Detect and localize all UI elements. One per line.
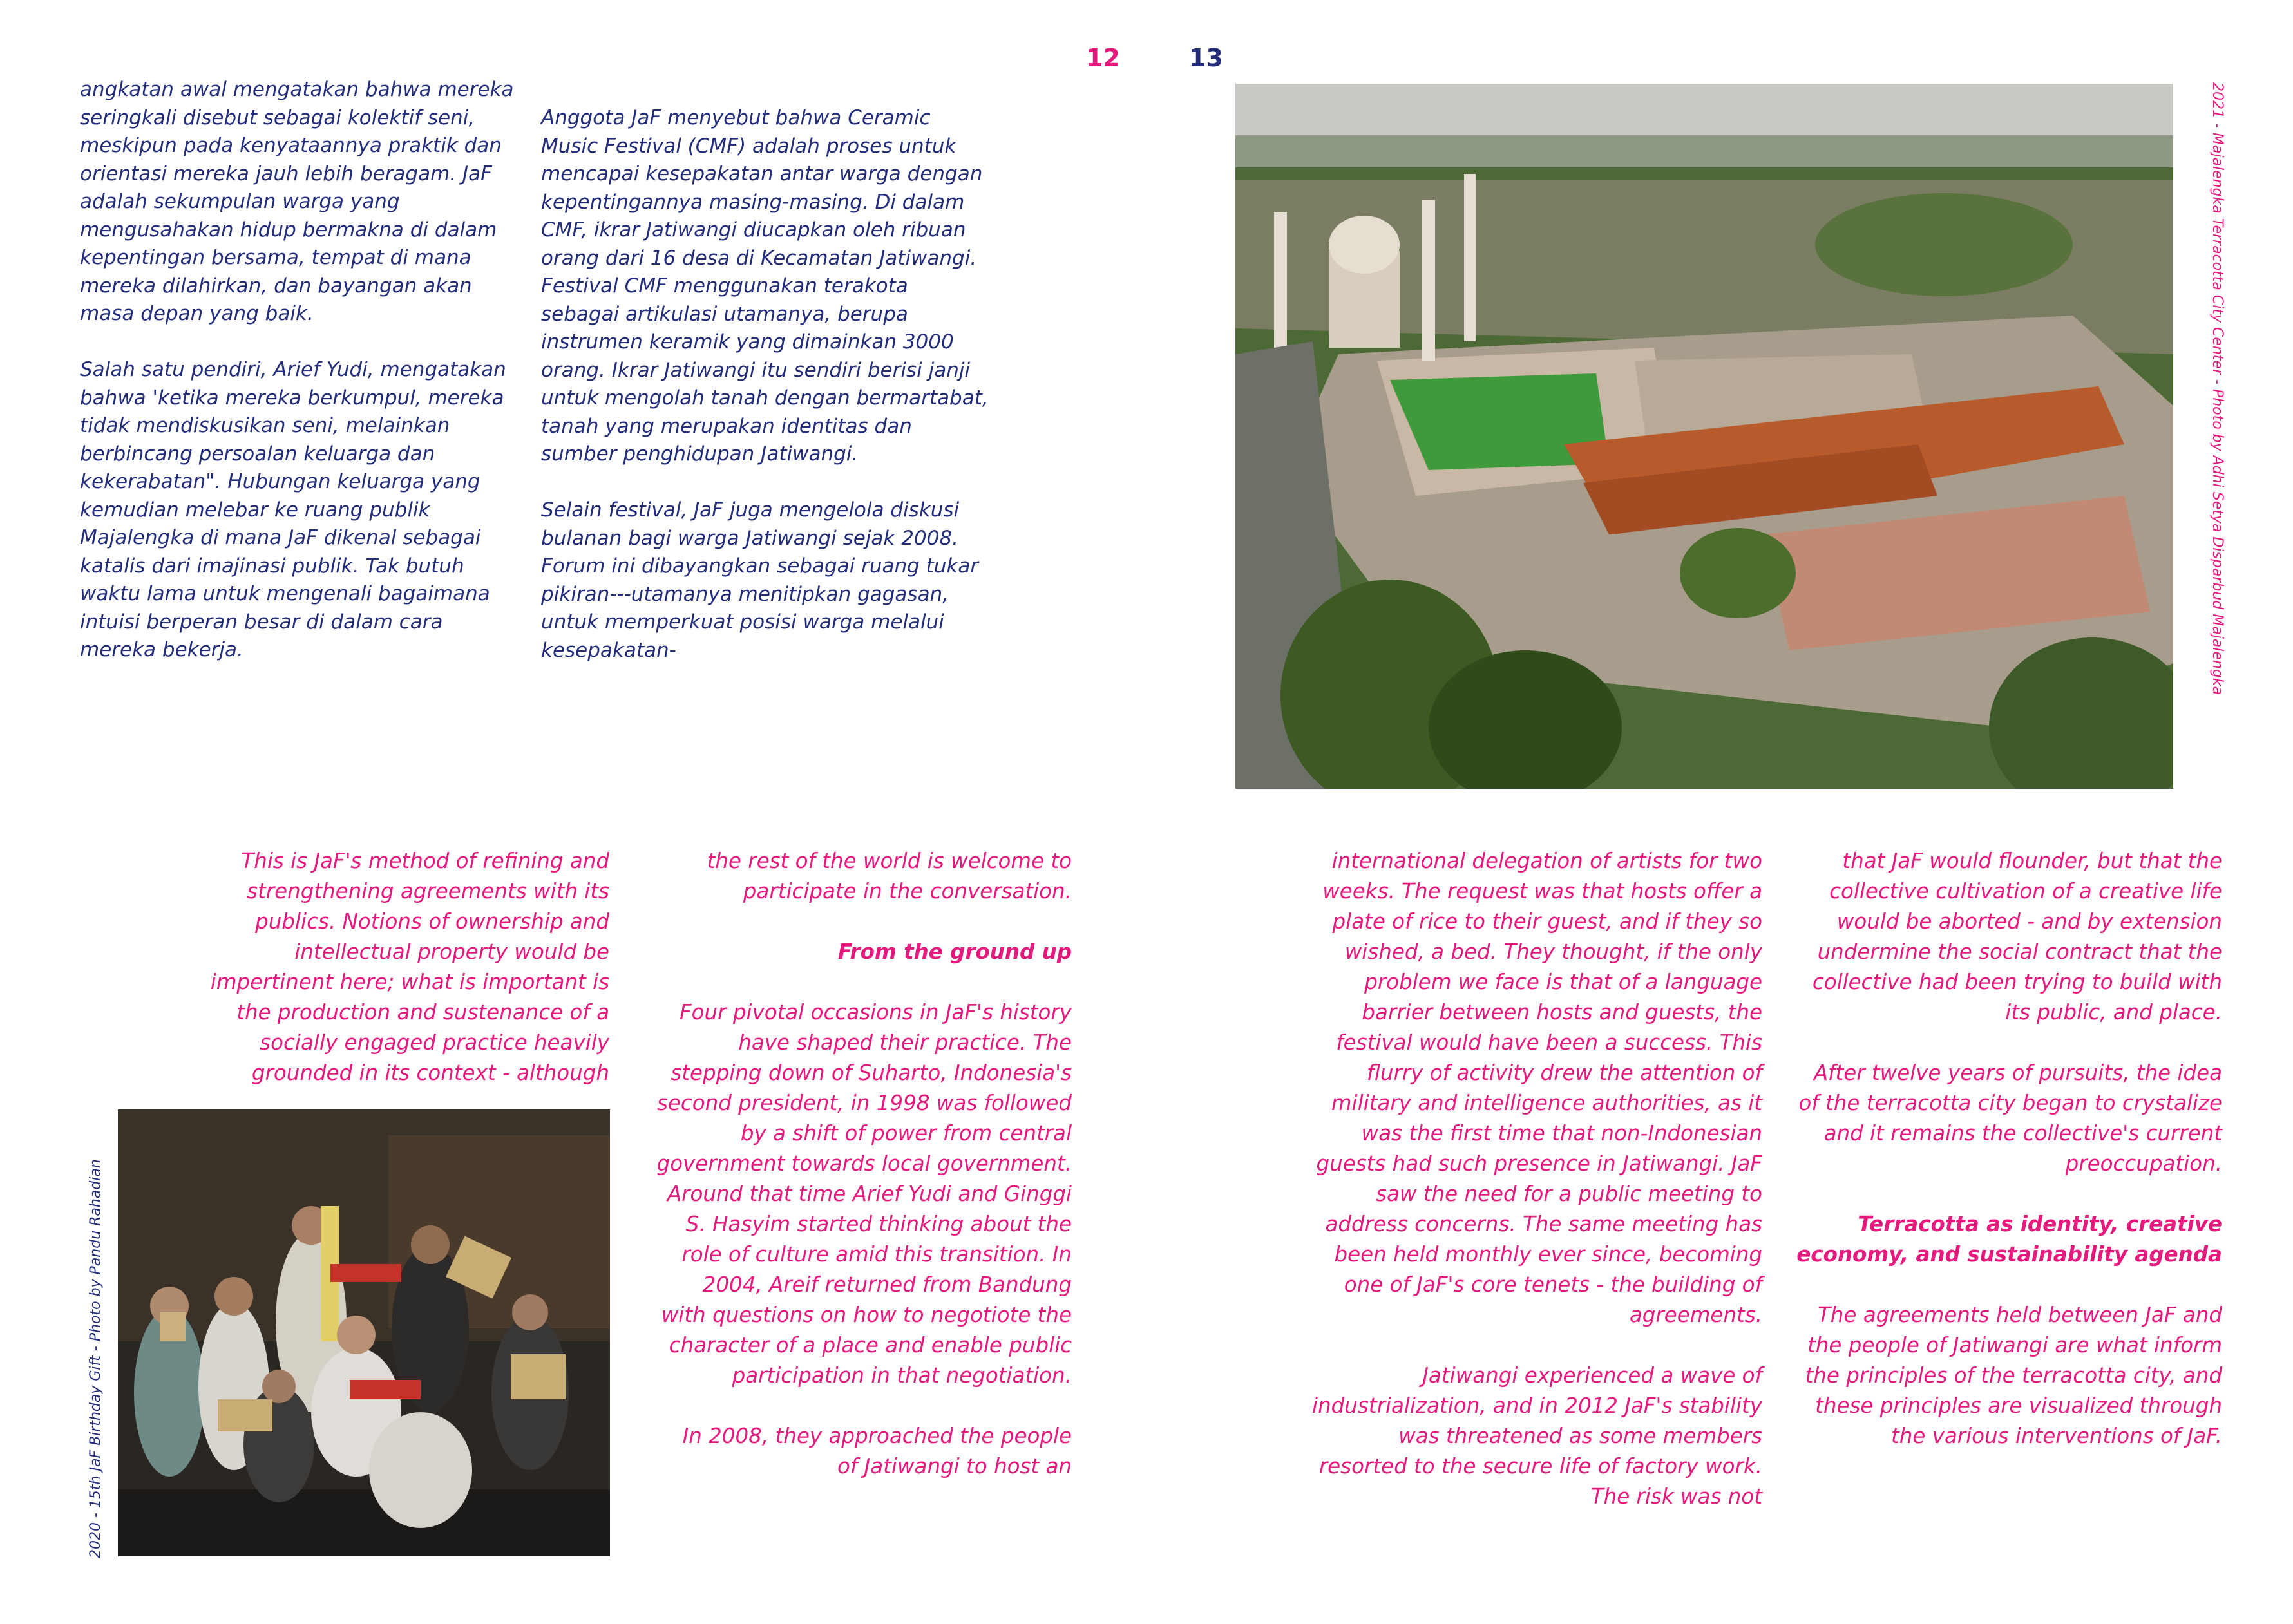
section-heading: From the ground up xyxy=(837,939,1072,964)
paragraph: Jatiwangi experienced a wave of industrialization, and in 2012 JaF's stability was threatened as some members resorted to the secure life of factory work. The risk was not xyxy=(1312,1363,1762,1509)
indonesian-column-2 xyxy=(541,104,992,665)
paragraph: This is JaF's method of refining and strengthening agreements with its publics. Notions of ownership and intellectual property would be impertinent here; what is important is the production and sustenance of a socially engaged practice heavily grounded in its context - although xyxy=(210,849,609,1085)
page-number-left: 12 xyxy=(1086,44,1120,72)
paragraph: international delegation of artists for two weeks. The request was that hosts offer a plate of rice to their guest, and if they so wished, a bed. They thought, if the only problem we face is that of a language barrier between hosts and guests, the festival would have been a success. This flurry of activity drew the attention of military and intelligence authorities, as it was the first time that non-Indonesian guests had such presence in Jatiwangi. JaF saw the need for a public meeting to address concerns. The same meeting has been held monthly ever since, becoming one of JaF's core tenets - the building of agreements. xyxy=(1316,849,1762,1327)
paragraph: the rest of the world is welcome to participate in the conversation. xyxy=(707,849,1072,903)
section-heading: Terracotta as identity, creative economy, and sustainability agenda xyxy=(1796,1212,2222,1267)
indonesian-column-1 xyxy=(80,76,524,665)
english-column-3 xyxy=(1308,846,1762,1512)
paragraph: Selain festival, JaF juga mengelola diskusi bulanan bagi warga Jatiwangi sejak 2008. Forum ini dibayangkan sebagai ruang tukar pikiran---utamanya menitipkan gagasan, untuk memperkuat posisi warga melalui kesepakatan- xyxy=(541,498,979,662)
english-column-1 xyxy=(174,846,609,1088)
paragraph: Anggota JaF menyebut bahwa Ceramic Music Festival (CMF) adalah proses untuk mencapai kesepakatan antar warga dengan kepentingannya masing-masing. Di dalam CMF, ikrar Jatiwangi diucapkan oleh ribuan orang dari 16 desa di Kecamatan Jatiwangi. Festival CMF menggunakan terakota sebagai artikulasi utamanya, berupa instrumen keramik yang dimainkan 3000 orang. Ikrar Jatiwangi itu sendiri berisi janji untuk mengolah tanah dengan bermartabat, tanah yang merupakan identitas dan sumber penghidupan Jatiwangi. xyxy=(541,106,989,466)
aerial-photo-terracotta-city-center xyxy=(1235,84,2173,789)
photo-caption-left: 2020 - 15th JaF Birthday Gift - Photo by Pandu Rahadian xyxy=(88,1159,104,1558)
paragraph: The agreements held between JaF and the people of Jatiwangi are what inform the principles of the terracotta city, and these principles are visualized through the various interventions of JaF. xyxy=(1805,1303,2222,1448)
paragraph: that JaF would flounder, but that the collective cultivation of a creative life would be aborted - and by extension undermine the social contract that the collective had been trying to build with its public, and place. xyxy=(1812,849,2222,1024)
english-column-2 xyxy=(656,846,1072,1482)
group-photo-birthday-gift xyxy=(118,1109,610,1556)
english-column-4 xyxy=(1791,846,2222,1451)
page-number-right: 13 xyxy=(1189,44,1223,72)
paragraph: In 2008, they approached the people of Jatiwangi to host an xyxy=(682,1424,1072,1478)
photo-caption-right: 2021 - Majalengka Terracotta City Center - Photo by Adhi Setya Disparbud Majalengka xyxy=(2209,82,2225,695)
paragraph: Salah satu pendiri, Arief Yudi, mengatakan bahwa 'ketika mereka berkumpul, mereka tidak mendiskusikan seni, melainkan berbincang persoalan keluarga dan kekerabatan". Hubungan keluarga yang kemudian melebar ke ruang publik Majalengka di mana JaF dikenal sebagai katalis dari imajinasi publik. Tak butuh waktu lama untuk mengenali bagaimana intuisi berperan besar di dalam cara mereka bekerja. xyxy=(80,358,506,661)
paragraph: Four pivotal occasions in JaF's history have shaped their practice. The stepping down of Suharto, Indonesia's second president, in 1998 was followed by a shift of power from central government towards local government. Around that time Arief Yudi and Ginggi S. Hasyim started thinking about the role of culture amid this transition. In 2004, Areif returned from Bandung with questions on how to negotiote the character of a place and enable public participation in that negotiation. xyxy=(656,1000,1072,1388)
paragraph: After twelve years of pursuits, the idea of the terracotta city began to crystalize and it remains the collective's current preoccupation. xyxy=(1798,1061,2222,1176)
paragraph: angkatan awal mengatakan bahwa mereka seringkali disebut sebagai kolektif seni, meskipun pada kenyataannya praktik dan orientasi mereka jauh lebih beragam. JaF adalah sekumpulan warga yang mengusahakan hidup bermakna di dalam kepentingan bersama, tempat di mana mereka dilahirkan, dan bayangan akan masa depan yang baik. xyxy=(80,78,514,325)
